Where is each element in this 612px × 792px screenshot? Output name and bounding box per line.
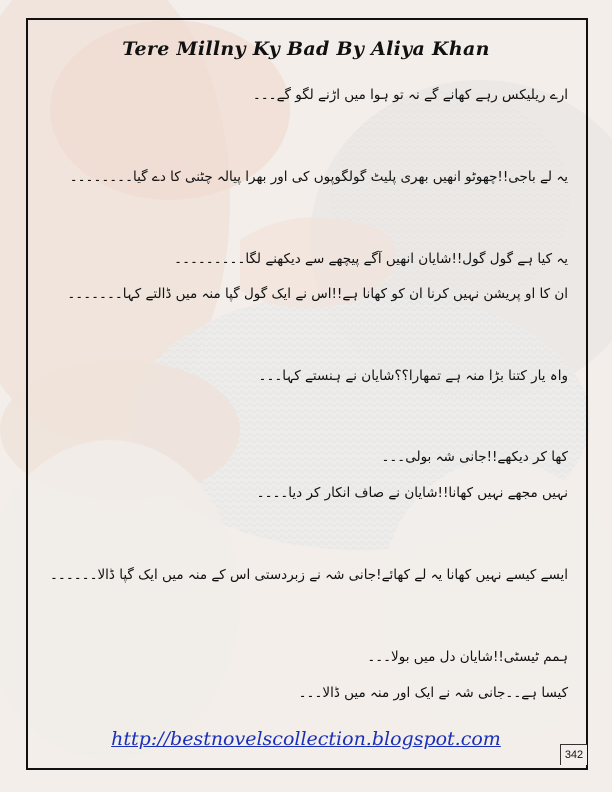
blog-link[interactable]: http://bestnovelscollection.blogspot.com — [111, 728, 501, 750]
text-line-10: کیسا ہے۔۔جانی شہ نے ایک اور منہ میں ڈالا۔۔۔ — [298, 685, 568, 701]
text-line-5: واہ یار کتنا بڑا منہ ہے تمھارا؟؟شایان نے ہنستے کہا۔۔۔ — [258, 368, 568, 384]
text-line-9: ہمم ٹیسٹی!!شایان دل میں بولا۔۔۔ — [367, 649, 568, 665]
text-line-3: یہ کیا ہے گول گول!!شایان انھیں آگے پیچھے سے دیکھنے لگا۔۔۔۔۔۔۔۔۔ — [174, 251, 568, 267]
page-title: Tere Millny Ky Bad By Aliya Khan — [122, 38, 490, 60]
text-line-6: کھا کر دیکھے!!جانی شہ بولی۔۔۔ — [381, 449, 568, 465]
text-line-1: ارے ریلیکس رہے کھانے گے نہ تو ہوا میں اڑنے لگو گے۔۔۔ — [252, 87, 568, 103]
text-line-4: ان کا او پریشن نہیں کرنا ان کو کھانا ہے!!اس نے ایک گول گپا منہ میں ڈالتے کہا۔۔۔۔۔۔۔ — [67, 286, 568, 302]
text-line-2: یہ لے باجی!!چھوٹو انھیں بھری پلیٹ گولگوپوں کی اور بھرا پیالہ چٹنی کا دے گیا۔۔۔۔۔۔۔۔ — [69, 169, 568, 185]
text-line-7: نہیں مجھے نہیں کھانا!!شایان نے صاف انکار کر دیا۔۔۔۔ — [256, 485, 568, 501]
page-number: 342 — [560, 744, 587, 765]
text-line-8: ایسے کیسے نہیں کھانا یہ لے کھائے!جانی شہ نے زبردستی اس کے منہ میں ایک گپا ڈالا۔۔۔۔۔۔ — [50, 567, 568, 583]
